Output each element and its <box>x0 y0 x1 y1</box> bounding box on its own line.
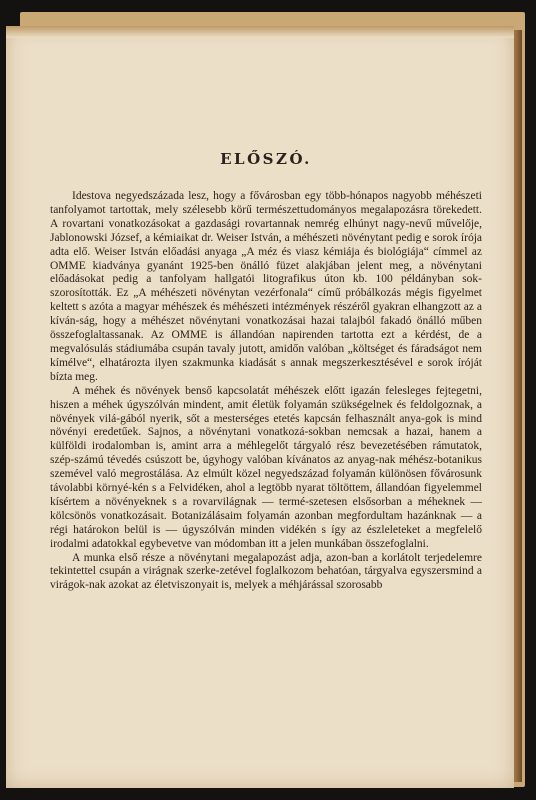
page-content <box>50 150 482 593</box>
paragraph-3: A munka első része a növénytani megalapozást adja, azon-ban a korlátolt terjedelemre tekintettel csupán a virágnak szerke-zetével foglalkozom behatóan, tárgyalva egyszersmind a virágok-nak azokat az életviszonyait is, melyek a méhjárással szorosabb <box>50 551 482 592</box>
page-top-edge <box>6 26 514 38</box>
paragraph-1: Idestova negyedszázada lesz, hogy a fővárosban egy több-hónapos nagyobb méhészeti tanfolyamot tartottak, mely szélesebb körű természettudományos megalapozásra törekedett. A rovartani vonatkozásokat a gazdasági rovartannak nemrég elhúnyt nagy-nevű művelője, Jablonowski József, a kémiaikat dr. Weiser István, a méhészeti növénytant pedig e sorok írója adta elő. Weiser István előadási anyaga „A méz és viasz kémiája és biológiája“ címmel az OMME kiadványa gyanánt 1925-ben önálló füzet alakjában jelent meg, a növénytani előadásokat pedig a tanfolyam hallgatói litografikus úton kb. 100 példányban sok-szorosították. Ez „A méhészeti növénytan vezérfonala“ című próbálkozás mégis figyelmet keltett s azóta a magyar méhészek és méhészeti intézmények részéről gyakran elhangzott az a kíván-ság, hogy a méhészet növénytani vonatkozásai hazai talajból fakadó önálló műben összefoglaltassanak. Az OMME is állandóan napirenden tartotta ezt a kérdést, de a megvalósulás stádiumába csupán tavaly jutott, amidőn valóban „költséget és fáradságot nem kímélve“, elhatározta ilyen szakmunka kiadását s annak megszerkesztésével e sorok íróját bízta meg. <box>50 190 482 383</box>
paragraph-2: A méhek és növények benső kapcsolatát méhészek előtt igazán felesleges fejtegetni, hiszen a méhek úgyszólván mindent, amit életük folyamán szükségelnek és feldolgoznak, a növények vilá-gából nyerik, sőt a mesterséges etetés kapcsán felhasznált anya-gok is mind növényi eredetűek. Sajnos, a növénytani vonatkozá-sokban nemcsak a hazai, hanem a külföldi irodalomban is, amint arra a méhlegelőt tárgyaló rész bevezetésében rámutatok, szép-számú tévedés csúszott be, úgyhogy valóban kívánatos az anyag-nak méhész-botanikus szemével való megrostálása. Az elmúlt közel negyedszázad folyamán különösen fővárosunk távolabbi környé-kén s a Felvidéken, ahol a legtöbb nyarat töltöttem, állandóan figyelemmel kísértem a növényeknek s a rovarvilágnak — termé-szetesen elsősorban a méheknek — kölcsönös vonatkozásait. Botanizálásaim folyamán azonban megfordultam hazánknak — a régi határokon belül is — úgyszólván minden vidékén s így az észleleteket a megfelelő irodalmi adatokkal egybevetve van módomban itt a jelen munkában összefoglalni. <box>50 384 482 550</box>
page-heading: ELŐSZÓ. <box>220 150 312 168</box>
